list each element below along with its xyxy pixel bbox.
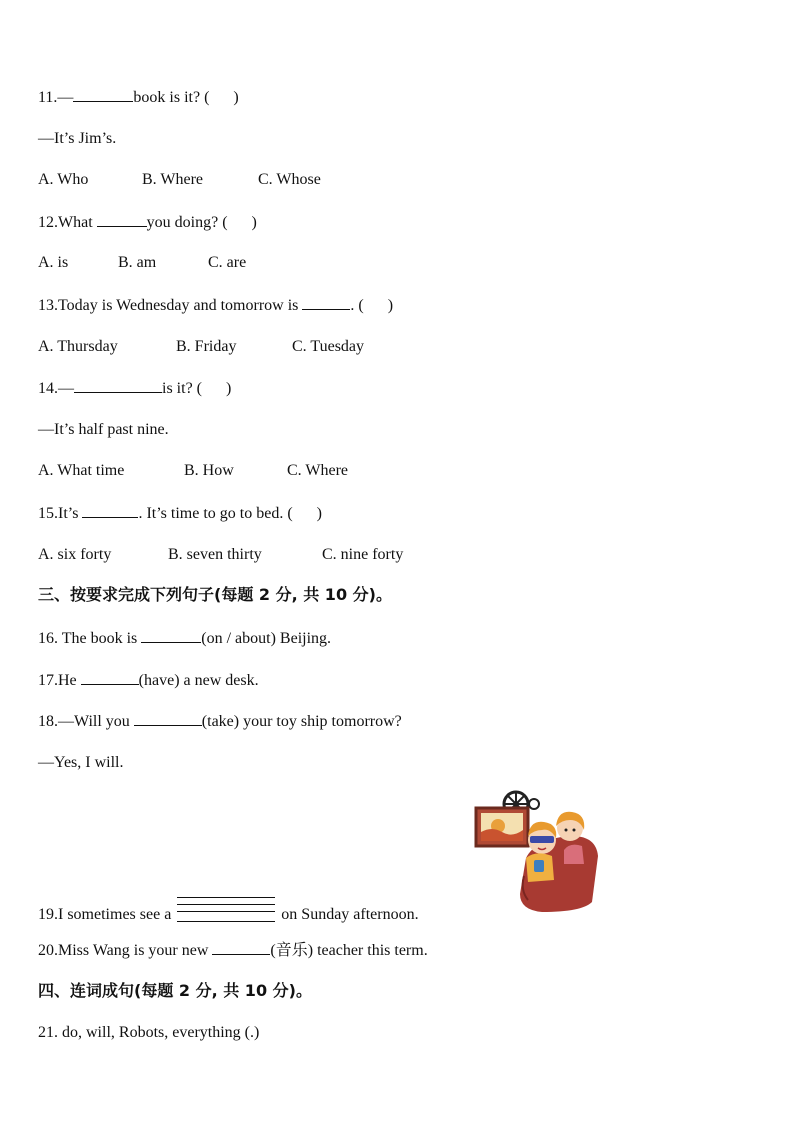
- section-heading: 三、按要求完成下列句子(每题 2 分, 共 10 分)。: [38, 585, 392, 604]
- answer-blank[interactable]: [74, 378, 162, 393]
- question-21: 21. do, will, Robots, everything (.): [38, 1024, 260, 1041]
- question-17: 17.He (have) a new desk.: [38, 672, 259, 689]
- answer-blank[interactable]: [97, 212, 147, 227]
- option-b[interactable]: B. am: [118, 254, 157, 271]
- answer-blank[interactable]: [82, 503, 138, 518]
- question-19: 19.I sometimes see a on Sunday afternoon.: [38, 897, 419, 925]
- question-15: 15.It’s . It’s time to go to bed. ( ): [38, 505, 322, 522]
- answer-blank[interactable]: [73, 87, 133, 102]
- option-a[interactable]: A. Who: [38, 171, 89, 188]
- answer-lines[interactable]: [177, 897, 275, 923]
- options-13: [38, 337, 364, 357]
- answer-blank[interactable]: [212, 940, 270, 955]
- question-14: 14.— is it? ( ): [38, 380, 232, 397]
- option-b[interactable]: B. Friday: [176, 338, 237, 355]
- question-13: 13.Today is Wednesday and tomorrow is . ( ): [38, 297, 394, 314]
- option-c[interactable]: C. Whose: [258, 171, 321, 188]
- option-c[interactable]: C. nine forty: [322, 546, 404, 563]
- answer-blank[interactable]: [134, 711, 202, 726]
- option-c[interactable]: C. are: [208, 254, 247, 271]
- options-14: [38, 461, 348, 481]
- question-12: 12.What you doing? ( ): [38, 214, 257, 231]
- section-heading: 四、连词成句(每题 2 分, 共 10 分)。: [38, 981, 312, 1000]
- option-a[interactable]: A. six forty: [38, 546, 112, 563]
- cinema-cartoon-image: [472, 790, 602, 914]
- answer-line: —It’s Jim’s.: [38, 130, 117, 147]
- option-a[interactable]: A. Thursday: [38, 338, 118, 355]
- option-b[interactable]: B. How: [184, 462, 234, 479]
- answer-line: —Yes, I will.: [38, 754, 124, 771]
- options-12: [38, 253, 246, 273]
- question-18: 18.—Will you (take) your toy ship tomorrow?: [38, 713, 402, 730]
- option-a[interactable]: A. What time: [38, 462, 125, 479]
- question-11: 11.— book is it? ( ): [38, 89, 239, 106]
- options-15: [38, 545, 403, 565]
- question-20: 20.Miss Wang is your new (音乐) teacher this term.: [38, 942, 428, 959]
- answer-blank[interactable]: [141, 628, 201, 643]
- options-11: [38, 170, 321, 190]
- answer-blank[interactable]: [302, 295, 350, 310]
- option-b[interactable]: B. seven thirty: [168, 546, 262, 563]
- option-c[interactable]: C. Tuesday: [292, 338, 365, 355]
- option-b[interactable]: B. Where: [142, 171, 204, 188]
- option-a[interactable]: A. is: [38, 254, 69, 271]
- option-c[interactable]: C. Where: [287, 462, 349, 479]
- answer-line: —It’s half past nine.: [38, 421, 169, 438]
- question-16: 16. The book is (on / about) Beijing.: [38, 630, 332, 647]
- answer-blank[interactable]: [81, 670, 139, 685]
